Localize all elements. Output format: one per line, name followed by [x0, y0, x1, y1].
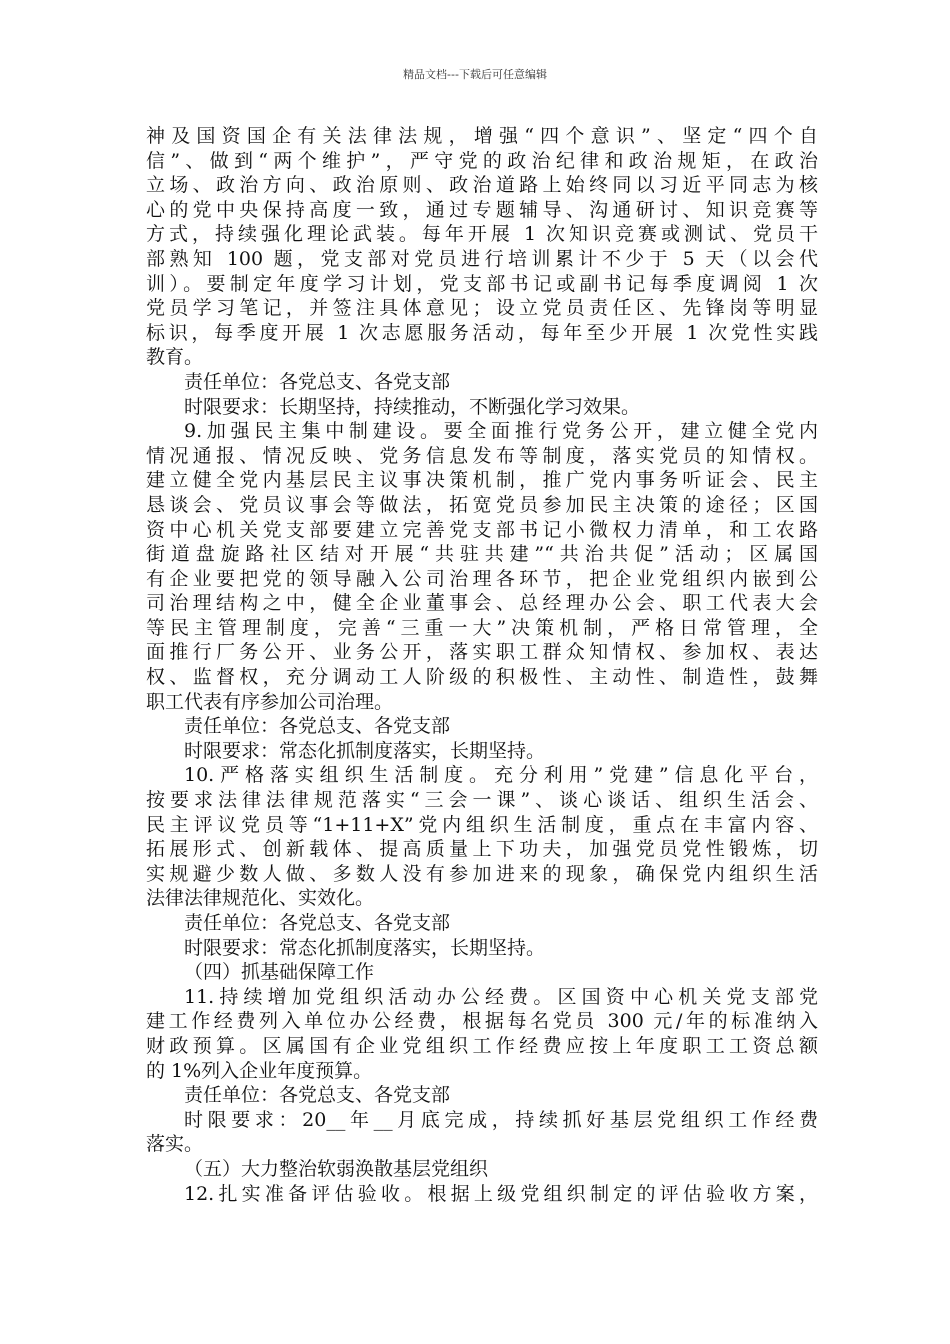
text-line: 时限要求：20__年__月底完成，持续抓好基层党组织工作经费: [184, 1108, 818, 1131]
document-body: [146, 124, 818, 1206]
text-line: 情况通报、情况反映、党务信息发布等制度，落实党员的知情权。: [146, 444, 818, 467]
text-line: 财政预算。区属国有企业党组织工作经费应按上年度职工工资总额: [146, 1034, 818, 1057]
text-line: 等民主管理制度，完善“三重一大”决策机制，严格日常管理，全: [146, 616, 818, 639]
paragraph-item-12: [146, 1182, 818, 1207]
text-line: 街道盘旋路社区结对开展“共驻共建”“共治共促”活动；区属国: [146, 543, 818, 566]
text-line: 民主评议党员等“1+11+X”党内组织生活制度，重点在丰富内容、: [146, 813, 818, 836]
paragraph-item-9: [146, 419, 818, 714]
text-line: 11.持续增加党组织活动办公经费。区国资中心机关党支部党: [184, 985, 818, 1008]
text-line: 恳谈会、党员议事会等做法，拓宽党员参加民主决策的途径；区国: [146, 493, 818, 516]
paragraph-theory-study: [146, 124, 818, 370]
text-line: 按要求法律法律规范落实“三会一课”、谈心谈话、组织生活会、: [146, 789, 818, 812]
responsible-unit: 责任单位：各党总支、各党支部: [184, 370, 451, 393]
text-line: 立场、政治方向、政治原则、政治道路上始终同以习近平同志为核: [146, 174, 818, 197]
time-requirement: 时限要求：常态化抓制度落实，长期坚持。: [184, 739, 546, 762]
text-line: 建工作经费列入单位办公经费，根据每名党员 300 元/年的标准纳入: [146, 1010, 818, 1033]
text-line: 权、监督权，充分调动工人阶级的积极性、主动性、制造性，鼓舞: [146, 666, 818, 689]
text-line: 信”、做到“两个维护”，严守党的政治纪律和政治规矩，在政治: [146, 149, 818, 172]
responsible-unit: 责任单位：各党总支、各党支部: [184, 1084, 451, 1107]
responsible-unit: 责任单位：各党总支、各党支部: [184, 715, 451, 738]
section-heading: （四）抓基础保障工作: [184, 961, 375, 984]
text-line: 9.加强民主集中制建设。要全面推行党务公开，建立健全党内: [184, 420, 818, 443]
time-requirement: 时限要求：长期坚持，持续推动，不断强化学习效果。: [184, 395, 641, 418]
text-line: 方式，持续强化理论武装。每年开展 1 次知识竞赛或测试、党员干: [146, 223, 818, 246]
text-line: 司治理结构之中，健全企业董事会、总经理办公会、职工代表大会: [146, 592, 818, 615]
text-line: 训）。要制定年度学习计划，党支部书记或副书记每季度调阅 1 次: [146, 272, 818, 295]
text-line: 10.严格落实组织生活制度。充分利用”党建”信息化平台，: [184, 764, 818, 787]
section-heading: （五）大力整治软弱涣散基层党组织: [184, 1157, 489, 1180]
responsible-unit: 责任单位：各党总支、各党支部: [184, 912, 451, 934]
text-line: 实规避少数人做、多数人没有参加进来的现象，确保党内组织生活: [146, 862, 818, 885]
text-line: 标识，每季度开展 1 次志愿服务活动，每年至少开展 1 次党性实践: [146, 321, 818, 344]
page-header: 精品文档---下载后可任意编辑: [403, 68, 547, 81]
time-requirement: [146, 1108, 818, 1157]
text-line: 神及国资国企有关法律法规，增强“四个意识”、坚定“四个自: [146, 125, 818, 147]
text-line: 职工代表有序参加公司治理。: [146, 690, 394, 713]
text-line: 资中心机关党支部要建立完善党支部书记小微权力清单，和工农路: [146, 518, 818, 541]
text-line: 教育。: [146, 346, 204, 369]
text-line: 部熟知 100 题，党支部对党员进行培训累计不少于 5 天（以会代: [146, 247, 818, 270]
paragraph-item-11: [146, 985, 818, 1083]
text-line: 的 1%列入企业年度预算。: [146, 1059, 373, 1082]
text-line: 落实。: [146, 1133, 204, 1156]
text-line: 有企业要把党的领导融入公司治理各环节，把企业党组织内嵌到公: [146, 567, 818, 590]
text-line: 12.扎实准备评估验收。根据上级党组织制定的评估验收方案，: [184, 1182, 818, 1205]
text-line: 心的党中央保持高度一致，通过专题辅导、沟通研讨、知识竞赛等: [146, 198, 818, 221]
time-requirement: 时限要求：常态化抓制度落实，长期坚持。: [184, 936, 546, 959]
text-line: 建立健全党内基层民主议事决策机制，推广党内事务听证会、民主: [146, 469, 818, 492]
text-line: 法律法律规范化、实效化。: [146, 887, 375, 910]
text-line: 拓展形式、创新载体、提高质量上下功夫，加强党员党性锻炼，切: [146, 838, 818, 861]
paragraph-item-10: [146, 763, 818, 911]
text-line: 面推行厂务公开、业务公开，落实职工群众知情权、参加权、表达: [146, 641, 818, 664]
text-line: 党员学习笔记，并签注具体意见；设立党员责任区、先锋岗等明显: [146, 297, 818, 320]
